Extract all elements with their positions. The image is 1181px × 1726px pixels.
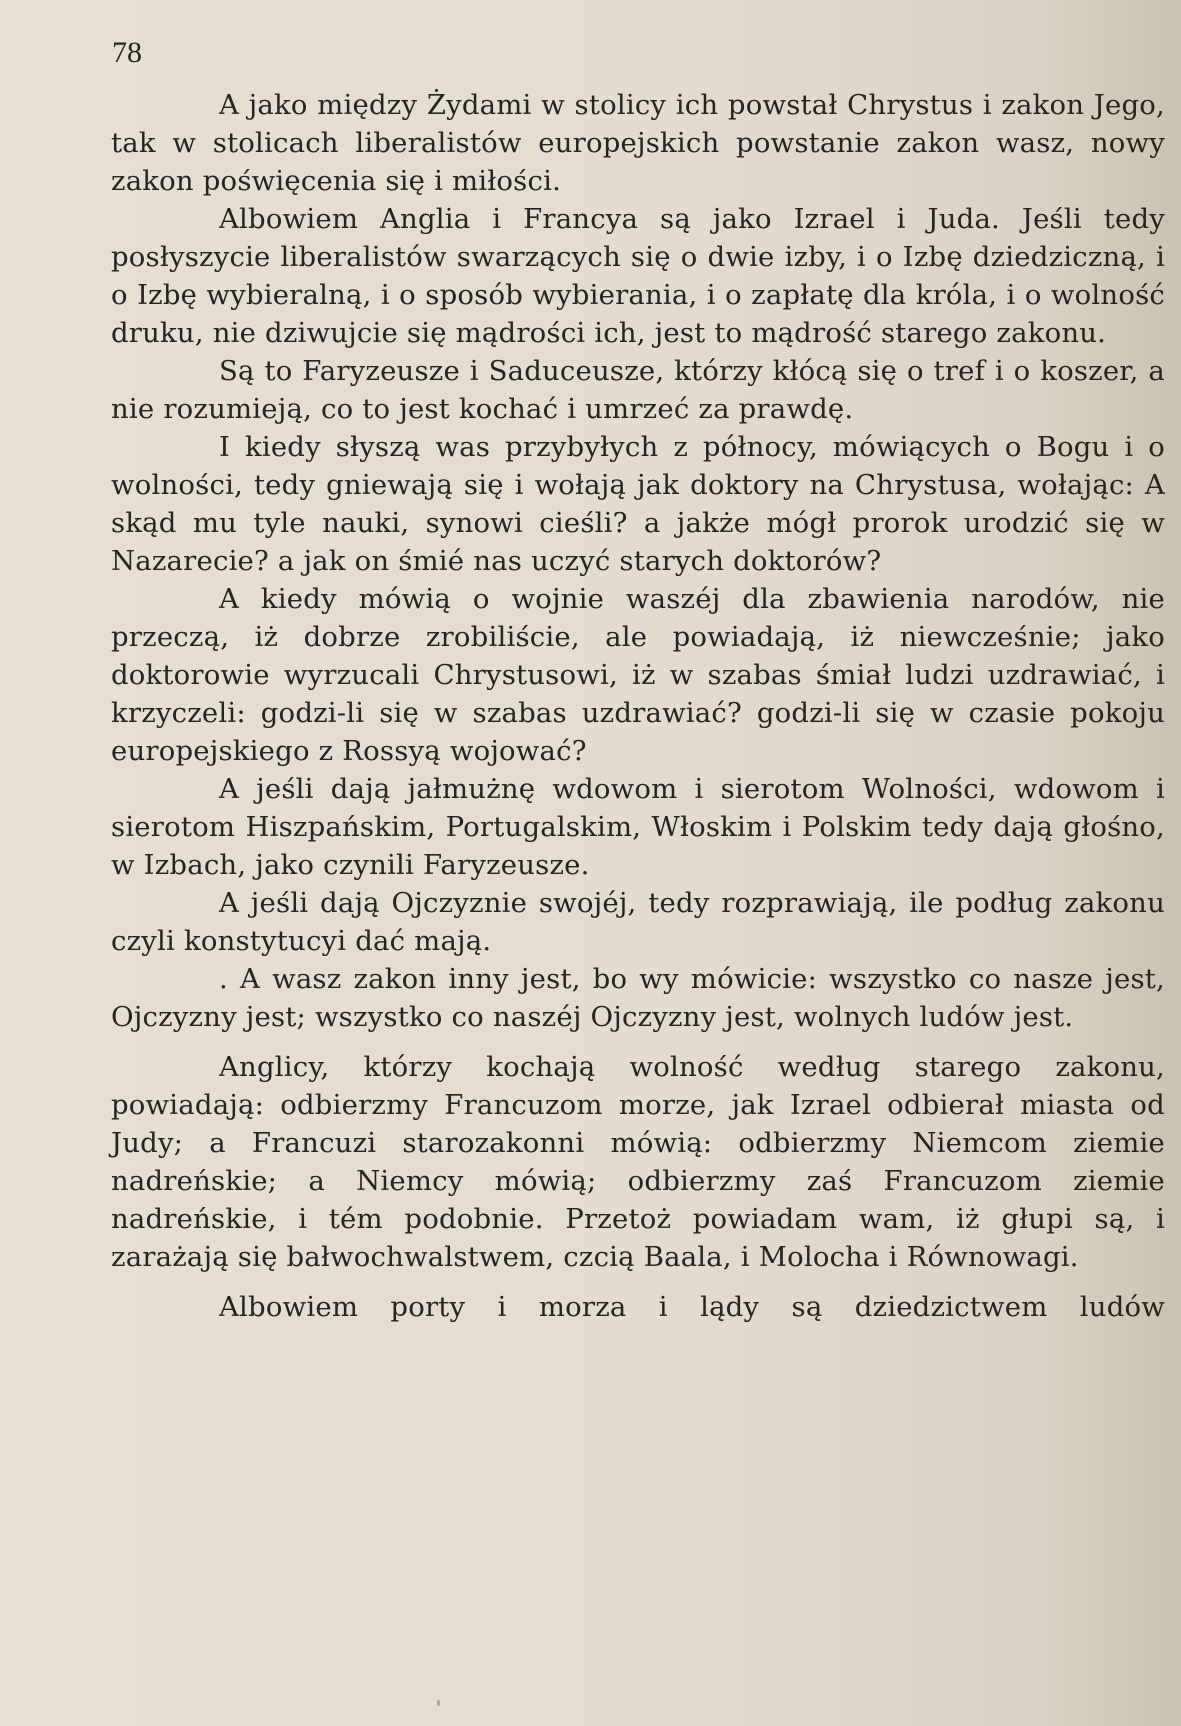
paragraph: Albowiem Anglia i Francya są jako Izrael i Juda. Jeśli tedy posłyszycie liberalistów swarzących się o dwie izby, i o Izbę dziedziczną, i o Izbę wybieralną, i o sposób wybierania, i o zapłatę dla króla, i o wolność druku, nie dziwujcie się mądrości ich, jest to mądrość starego zakonu. [111, 203, 1165, 349]
paragraph: . A wasz zakon inny jest, bo wy mówicie: wszystko co nasze jest, Ojczyzny jest; wszystko co naszéj Ojczyzny jest, wolnych ludów jest. [111, 963, 1165, 1033]
paragraph: Są to Faryzeusze i Saduceusze, którzy kłócą się o tref i o koszer, a nie rozumieją, co to jest kochać i umrzeć za prawdę. [111, 355, 1165, 425]
paragraph: A jeśli dają Ojczyznie swojéj, tedy rozprawiają, ile podług zakonu czyli konstytucyi dać mają. [111, 887, 1165, 957]
body-text [111, 86, 1165, 1326]
paragraph: I kiedy słyszą was przybyłych z północy, mówiących o Bogu i o wolności, tedy gniewają się i wołają jak doktory na Chrystusa, wołając: A skąd mu tyle nauki, synowi cieśli? a jakże mógł prorok urodzić się w Nazarecie? a jak on śmié nas uczyć starych doktorów? [111, 431, 1165, 577]
paragraph: A kiedy mówią o wojnie waszéj dla zbawienia narodów, nie przeczą, iż dobrze zrobiliście, ale powiadają, iż niewcześnie; jako doktorowie wyrzucali Chrystusowi, iż w szabas śmiał ludzi uzdrawiać, i krzyczeli: godzi-li się w szabas uzdrawiać? godzi-li się w czasie pokoju europejskiego z Rossyą wojować? [111, 583, 1165, 767]
paragraph: Albowiem porty i morza i lądy są dziedzictwem ludów [219, 1291, 1165, 1323]
paper-speck [437, 1700, 440, 1706]
page-number: 78 [112, 36, 142, 69]
paragraph: Anglicy, którzy kochają wolność według starego zakonu, powiadają: odbierzmy Francuzom morze, jak Izrael odbierał miasta od Judy; a Francuzi starozakonni mówią: odbierzmy Niemcom ziemie nadreńskie; a Niemcy mówią; odbierzmy zaś Francuzom ziemie nadreńskie, i tém podobnie. Przetoż powiadam wam, iż głupi są, i zarażają się bałwochwalstwem, czcią Baala, i Molocha i Równowagi. [111, 1051, 1165, 1273]
paragraph: A jeśli dają jałmużnę wdowom i sierotom Wolności, wdowom i sierotom Hiszpańskim, Portugalskim, Włoskim i Polskim tedy dają głośno, w Izbach, jako czynili Faryzeusze. [111, 773, 1165, 881]
paragraph: A jako między Żydami w stolicy ich powstał Chrystus i zakon Jego, tak w stolicach liberalistów europejskich powstanie zakon wasz, nowy zakon poświęcenia się i miłości. [111, 89, 1165, 197]
